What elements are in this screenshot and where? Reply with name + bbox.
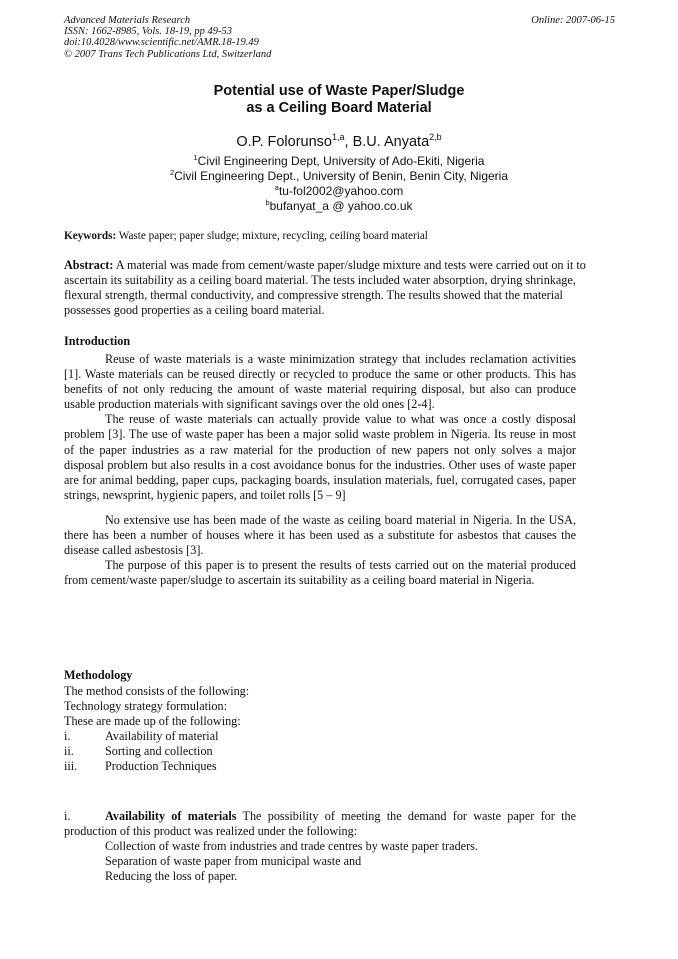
- intro-paragraph-3: No extensive use has been made of the waste as ceiling board material in Nigeria. In the USA, there has been a number of houses where it has been used as a substitute for asbestos that causes the disease called asbestosis [3].: [64, 512, 576, 558]
- affiliation-2-text: Civil Engineering Dept., University of Benin, Benin City, Nigeria: [174, 169, 509, 183]
- availability-item-1: Collection of waste from industries and trade centres by waste paper traders.: [105, 839, 478, 854]
- affiliation-2: [0, 169, 678, 183]
- running-header: [64, 15, 271, 60]
- methodology-body: [64, 684, 576, 775]
- affiliation-1: [0, 154, 678, 168]
- affiliation-1-text: Civil Engineering Dept, University of Ado-Ekiti, Nigeria: [197, 154, 485, 168]
- list-item: [64, 729, 576, 744]
- availability-item-2: Separation of waste paper from municipal waste and: [105, 854, 362, 869]
- affiliation-1-sup: 1: [193, 153, 198, 162]
- copyright: © 2007 Trans Tech Publications Ltd, Switzerland: [64, 48, 272, 60]
- abstract-text: A material was made from cement/waste paper/sludge mixture and tests were carried out on it to ascertain its suitability as a ceiling board material. The tests included water absorption, drying shrinkage, flexural strength, thermal conductivity, and compressive strength. The results showed that the material possesses good properties as a ceiling board material.: [64, 258, 586, 318]
- methodology-line-3: These are made up of the following:: [64, 714, 241, 729]
- keywords: [64, 229, 576, 244]
- title-line-1: Potential use of Waste Paper/Sludge: [213, 83, 465, 99]
- availability-label: Availability of materials: [105, 809, 237, 823]
- issn: ISSN: 1662-8985, Vols. 18-19, pp 49-53: [64, 26, 232, 38]
- introduction-body: [64, 352, 576, 588]
- title-line-2: as a Ceiling Board Material: [246, 100, 432, 116]
- availability-item-3: Reducing the loss of paper.: [105, 869, 238, 884]
- author-1: O.P. Folorunso: [236, 134, 332, 150]
- list-item: [64, 744, 576, 759]
- paper-title: [0, 83, 678, 117]
- list-number: i.: [64, 729, 71, 744]
- methodology-line-1: The method consists of the following:: [64, 684, 250, 698]
- email-2: [0, 199, 678, 213]
- email-2-sup: b: [265, 198, 270, 207]
- abstract-label: Abstract:: [64, 258, 114, 272]
- introduction-heading: Introduction: [64, 334, 131, 348]
- email-1-sup: a: [274, 183, 279, 192]
- list-item: [64, 759, 576, 774]
- methodology-heading: Methodology: [64, 668, 133, 682]
- email-1-text: tu-fol2002@yahoo.com: [278, 184, 404, 198]
- online-date: Online: 2007-06-15: [531, 15, 615, 26]
- list-text: Availability of material: [105, 729, 219, 744]
- email-2-text: bufanyat_a @ yahoo.co.uk: [269, 199, 413, 213]
- author-2: B.U. Anyata: [352, 134, 430, 150]
- availability-text: The possibility of meeting the demand for waste paper for the production of this product was realized under the following:: [64, 809, 576, 839]
- email-1: [0, 184, 678, 198]
- doi: doi:10.4028/www.scientific.net/AMR.18-19.49: [64, 37, 259, 49]
- methodology-line-2: Technology strategy formulation:: [64, 699, 227, 714]
- author-separator: ,: [344, 134, 353, 150]
- availability-number: i.: [64, 809, 71, 823]
- intro-paragraph-2: The reuse of waste materials can actually provide value to what was once a costly disposal problem [3]. The use of waste paper has been a major solid waste problem in Nigeria. Its reuse in most of the paper industries as a raw material for the production of new papers not only solves a major disposal problem but also results in a cost avoidance bonus for the industries. Other uses of waste paper are for animal bedding, paper cups, packaging boards, insulation materials, fuel, corrugated cases, paper strings, newsprint, hygienic papers, and toilet rolls [5 – 9]: [64, 412, 576, 502]
- intro-paragraph-4: The purpose of this paper is to present the results of tests carried out on the material produced from cement/waste paper/sludge to ascertain its suitability as a ceiling board material in Nigeria.: [64, 558, 576, 588]
- keywords-label: Keywords:: [64, 230, 117, 242]
- affiliation-2-sup: 2: [169, 168, 175, 177]
- author-line: [0, 134, 678, 151]
- author-1-sup: 1,a: [332, 132, 345, 143]
- list-text: Production Techniques: [105, 759, 217, 774]
- availability-section: [64, 809, 576, 884]
- keywords-text: Waste paper; paper sludge; mixture, recycling, ceiling board material: [116, 230, 428, 242]
- abstract: [64, 258, 612, 318]
- list-text: Sorting and collection: [105, 744, 213, 759]
- list-number: ii.: [64, 744, 74, 759]
- availability-paragraph: [64, 809, 576, 839]
- journal-name: Advanced Materials Research: [64, 15, 191, 26]
- author-2-sup: 2,b: [429, 132, 442, 143]
- intro-paragraph-1: Reuse of waste materials is a waste minimization strategy that includes reclamation activities [1]. Waste materials can be reused directly or recycled to produce the same or other products. This has benefits of not only reducing the amount of waste material requiring disposal, but also can produce usable production materials with significant savings over the old ones [2-4].: [64, 352, 576, 412]
- list-number: iii.: [64, 759, 78, 774]
